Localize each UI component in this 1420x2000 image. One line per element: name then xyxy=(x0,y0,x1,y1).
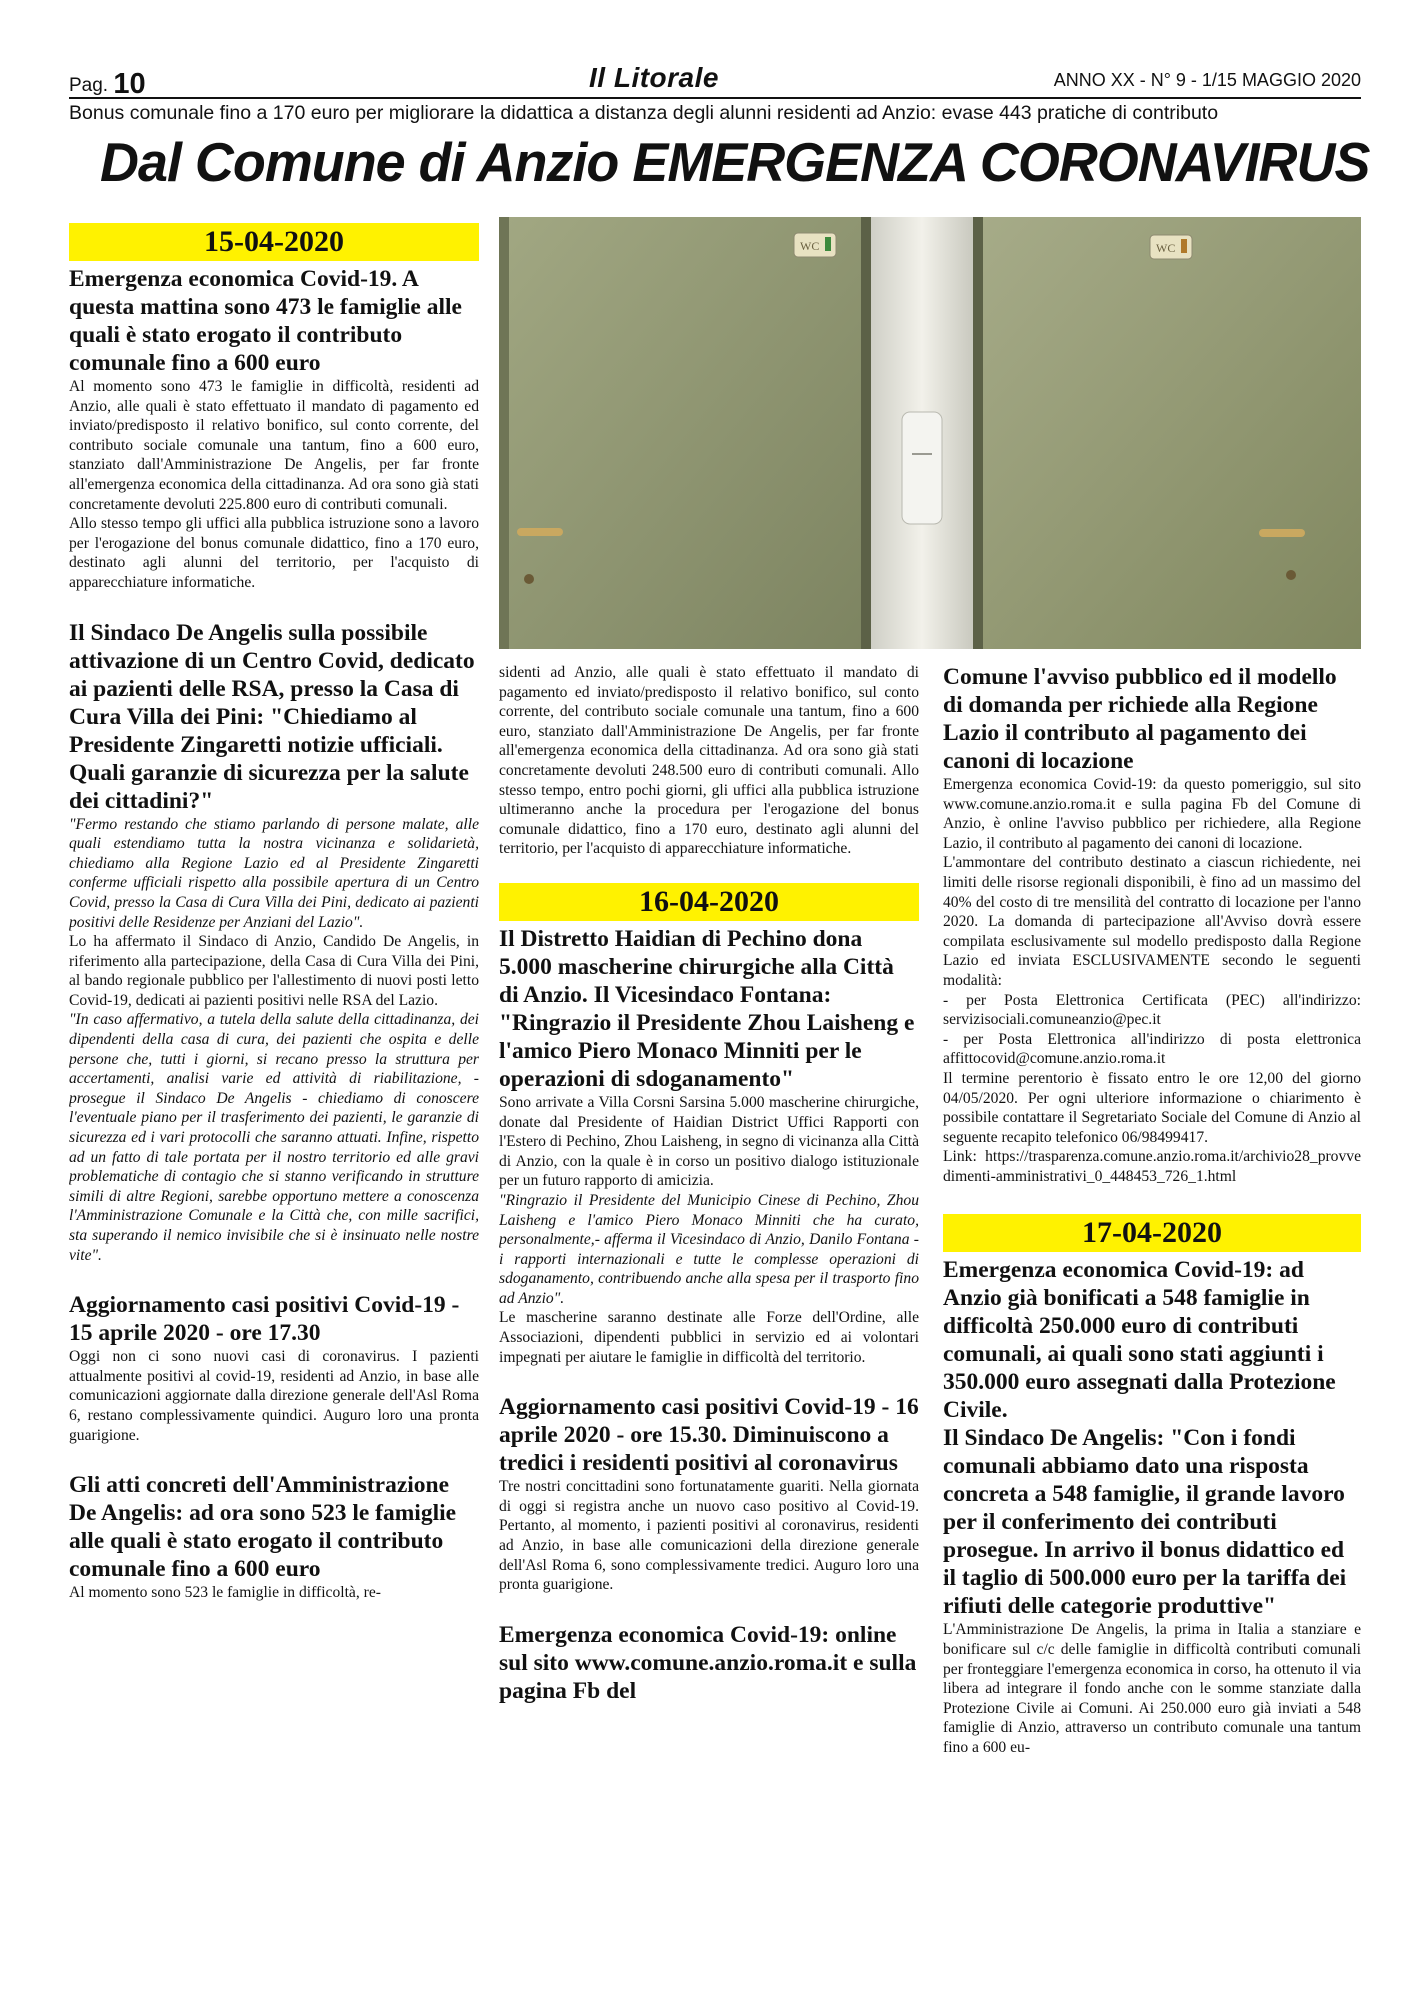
article-title: Comune l'avviso pubblico ed il modello di domanda per richiede alla Regione Lazio il contributo al pagamento dei canoni di locazione xyxy=(943,664,1337,774)
newspaper-title: Il Litorale xyxy=(589,62,719,93)
page-number: Pag. 10 xyxy=(69,68,146,100)
main-headline: Dal Comune di Anzio EMERGENZA CORONAVIRUS xyxy=(100,131,1370,193)
article-title: Aggiornamento casi positivi Covid-19 - 16 aprile 2020 - ore 15.30. Diminuiscono a tredici i residenti positivi al coronavirus xyxy=(499,1394,919,1477)
article-body: Al momento sono 523 le famiglie in difficoltà, re- xyxy=(69,1584,381,1602)
hand-dryer xyxy=(902,412,942,524)
article-body: Oggi non ci sono nuovi casi di coronavirus. I pazienti attualmente positivi al covid-19, residenti ad Anzio, in base alle comunicazioni aggiornate dalla direzione generale dell'Asl Roma 6, restano complessivamente quindici. Auguro loro una pronta guarigione. xyxy=(69,1348,479,1444)
left-wc-sign-text: WC xyxy=(800,239,820,253)
left-wc-figure xyxy=(825,237,831,251)
right-door-handle xyxy=(1259,529,1305,537)
article-title: Emergenza economica Covid-19. A questa mattina sono 473 le famiglie alle quali è stato erogato il contributo comunale fino a 600 euro xyxy=(69,266,462,376)
article-title: Aggiornamento casi positivi Covid-19 - 15 aprile 2020 - ore 17.30 xyxy=(69,1292,460,1347)
left-door xyxy=(509,217,861,649)
article-body: Tre nostri concittadini sono fortunatamente guariti. Nella giornata di oggi si registra anche un nuovo caso positivo al Covid-19. Pertanto, al momento, i pazienti positivi al coronavirus, residenti ad Anzio, in base alle comunicazioni della direzione generale dell'Asl Roma 6, sono complessivamente tredici. Auguro loro una pronta guarigione. xyxy=(499,1478,919,1594)
left-door-lock xyxy=(524,574,534,584)
article-quote: "Fermo restando che stiamo parlando di persone malate, alle quali estendiamo tutta la nostra vicinanza e solidarietà, chiediamo alla Regione Lazio ed al Presidente Zingaretti conferme ufficiali rispetto alla possibile apertura di un Centro Covid, presso la Casa di Cura Villa dei Pini, dedicato ai pazienti positivi delle Residenze per Anziani del Lazio". xyxy=(69,815,479,931)
article-body: L'Amministrazione De Angelis, la prima in Italia a stanziare e bonificare sul c/c delle famiglie in difficoltà contributi comunali per fronteggiare l'emergenza economica in corso, ha ottenuto il via libera ad integrare il fondo anche con le somme stanziate dalla Protezione Civile ai Comuni. Ai 250.000 euro già inviati a 548 famiglie di Anzio, attraverso un contributo comunale una tantum fino a 600 eu- xyxy=(943,1621,1361,1757)
date-label: 16-04-2020 xyxy=(499,883,919,921)
date-label: 17-04-2020 xyxy=(943,1214,1361,1252)
issue-info: ANNO XX - N° 9 - 1/15 MAGGIO 2020 xyxy=(1053,70,1361,90)
article-body: Le mascherine saranno destinate alle Forze dell'Ordine, alle Associazioni, dipendenti pubblici in servizio ed ai volontari impegnati per aiutare le famiglie in difficoltà del territorio. xyxy=(499,1309,919,1366)
article-body: - per Posta Elettronica Certificata (PEC) all'indirizzo: servizisociali.comuneanzio@pec.it xyxy=(943,991,1361,1029)
article-quote: "Ringrazio il Presidente del Municipio Cinese di Pechino, Zhou Laisheng e l'amico Piero Monaco Minniti che ha curato, personalmente,- afferma il Vicesindaco di Anzio, Danilo Fontana - i rapporti internazionali e tutte le complesse operazioni di sdoganamento, contribuendo anche alla spesa per il trasporto fino ad Anzio". xyxy=(499,1191,919,1307)
subheadline: Bonus comunale fino a 170 euro per migliorare la didattica a distanza degli alunni residenti ad Anzio: evase 443 pratiche di contributo xyxy=(69,102,1219,124)
column-3 xyxy=(943,663,1361,1963)
article-body: L'ammontare del contributo destinato a ciascun richiedente, nei limiti delle risorse regionali disponibili, è fino ad un massimo del 40% del costo di tre mensilità del contratto di locazione per l'anno 2020. La domanda di partecipazione all'Avviso dovrà essere compilata esclusivamente sul modello predisposto dalla Regione Lazio ed inviata ESCLUSIVAMENTE secondo le seguenti modalità: xyxy=(943,854,1361,989)
hand-dryer-slot xyxy=(912,453,932,455)
left-door-handle xyxy=(517,528,563,536)
article-title: Il Sindaco De Angelis sulla possibile attivazione di un Centro Covid, dedicato ai pazienti delle RSA, presso la Casa di Cura Villa dei Pini: "Chiediamo al Presidente Zingaretti notizie ufficiali. Quali garanzie di sicurezza per la salute dei cittadini?" xyxy=(69,619,475,814)
article-body: sidenti ad Anzio, alle quali è stato effettuato il mandato di pagamento ed inviato/predisposto il relativo bonifico, sul conto corrente, del contributo sociale comunale una tantum, fino a 600 euro, stanziato dall'Amministrazione De Angelis, per far fronte all'emergenza economica della cittadinanza. Ad ora sono già stati concretamente devoluti 248.500 euro di contributi comunali. Allo stesso tempo, entro pochi giorni, gli uffici alla pubblica istruzione ultimeranno anche la procedura per l'erogazione del bonus comunale didattico, fino a 170 euro, destinato agli alunni del territorio, per l'acquisto di apparecchiature informatiche. xyxy=(499,664,919,858)
restroom-doors-photo xyxy=(499,217,1361,649)
article-title: Emergenza economica Covid-19: ad Anzio già bonificati a 548 famiglie in difficoltà 250.000 euro di contributi comunali, ai quali sono stati aggiunti i 350.000 euro assegnati dalla Protezione Civile. xyxy=(943,1257,1336,1424)
article-body: Il termine perentorio è fissato entro le ore 12,00 del giorno 04/05/2020. Per ogni ulteriore informazione o chiarimento è possibile contattare il Segretariato Sociale del Comune di Anzio al seguente recapito telefonico 06/98499417. xyxy=(943,1069,1361,1146)
article-subtitle: Il Sindaco De Angelis: "Con i fondi comunali abbiamo dato una risposta concreta a 548 famiglie, il grande lavoro per il conferimento dei contributi prosegue. In arrivo il bonus didattico ed il taglio di 500.000 euro per la tariffa dei rifiuti delle categorie produttive" xyxy=(943,1425,1347,1620)
article-quote: "In caso affermativo, a tutela della salute della cittadinanza, dei dipendenti della casa di cura, dei pazienti che ospita e delle persone che, tutti i giorni, si recano presso la struttura per accertamenti, analisi varie ed attività di riabilitazione, - prosegue il Sindaco De Angelis - chiediamo di conoscere l'eventuale piano per il trasferimento dei pazienti, le garanzie di sicurezza ed i vari protocolli che saranno attuati. Infine, rispetto ad un fatto di tale portata per il nostro territorio ed alle gravi problematiche di contagio che si stanno verificando in strutture simili di altre Regioni, sarebbe opportuno mettere a conoscenza l'Amministrazione Comunale e la Città che, con mille sacrifici, sta superando il nemico invisibile che si è insinuato nelle nostre vite". xyxy=(69,1011,479,1264)
header-rule xyxy=(69,97,1361,99)
article-link[interactable]: Link: https://trasparenza.comune.anzio.roma.it/archivio28_provvedimenti-amministrativi_0_448453_726_1.html xyxy=(943,1148,1361,1185)
article-title: Emergenza economica Covid-19: online sul sito www.comune.anzio.roma.it e sulla pagina Fb del xyxy=(499,1621,917,1704)
article-title: Gli atti concreti dell'Amministrazione De Angelis: ad ora sono 523 le famiglie alle quali è stato erogato il contributo comunale fino a 600 euro xyxy=(69,1472,457,1583)
column-1 xyxy=(69,223,479,1963)
right-door xyxy=(983,217,1361,649)
article-body: Emergenza economica Covid-19: da questo pomeriggio, sul sito www.comune.anzio.roma.it e sulla pagina Fb del Comune di Anzio, è online l'avviso pubblico per richiedere, alla Regione Lazio, il contributo al pagamento dei canoni di locazione. xyxy=(943,776,1361,852)
right-door-lock xyxy=(1286,570,1296,580)
right-door-edge xyxy=(973,217,983,649)
article-body: Sono arrivate a Villa Corsni Sarsina 5.000 mascherine chirurgiche, donate dal Presidente of Haidian District Uffici Rapporti con l'Estero di Pechino, Zhou Laisheng, in segno di vicinanza alla Città di Anzio, con la quale è in corso un positivo dialogo istituzionale per un futuro rapporto di amicizia. xyxy=(499,1093,919,1190)
right-wc-sign-text: WC xyxy=(1156,241,1176,255)
article-body: Lo ha affermato il Sindaco di Anzio, Candido De Angelis, in riferimento alla partecipazione, della Casa di Cura Villa dei Pini, al bando regionale pubblico per l'allestimento di nuovi posti letto Covid-19, dedicati ai pazienti positivi nelle RSA del Lazio. xyxy=(69,933,479,1009)
article-body: Al momento sono 473 le famiglie in difficoltà, residenti ad Anzio, alle quali è stato effettuato il mandato di pagamento ed inviato/predisposto il relativo bonifico, sul conto corrente, del contributo sociale comunale una tantum, fino a 600 euro, stanziato dall'Amministrazione De Angelis, per far fronte all'emergenza economica della cittadinanza. Ad ora sono già stati concretamente devoluti 225.800 euro di contributi comunali. xyxy=(69,378,479,513)
photo-illustration xyxy=(499,217,1361,649)
date-label: 15-04-2020 xyxy=(69,223,479,261)
article-body: Allo stesso tempo gli uffici alla pubblica istruzione sono a lavoro per l'erogazione del bonus comunale didattico, fino a 170 euro, destinato agli alunni del territorio, per l'acquisto di apparecchiature informatiche. xyxy=(69,515,479,591)
right-wc-figure xyxy=(1181,239,1187,253)
article-title: Il Distretto Haidian di Pechino dona 5.000 mascherine chirurgiche alla Città di Anzio. Il Vicesindaco Fontana: "Ringrazio il Presidente Zhou Laisheng e l'amico Piero Monaco Minniti per le operazioni di sdoganamento" xyxy=(499,925,915,1092)
column-2 xyxy=(499,663,919,1963)
page-header xyxy=(69,62,1361,100)
article-body: - per Posta Elettronica all'indirizzo di posta elettronica affittocovid@comune.anzio.roma.it xyxy=(943,1030,1361,1068)
left-door-edge xyxy=(861,217,871,649)
